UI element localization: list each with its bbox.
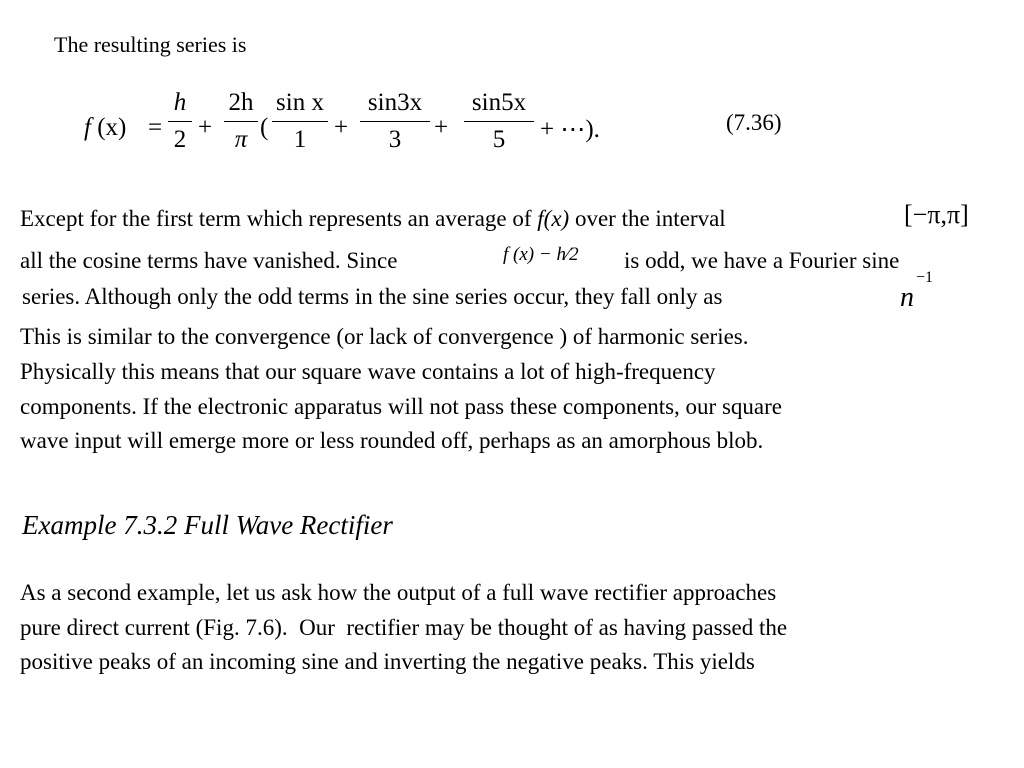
eq-term-sin3x-over-3	[360, 88, 430, 155]
n-base: n	[900, 282, 914, 313]
eq-plus: +	[334, 114, 349, 141]
eq-tail: + ⋯).	[540, 116, 600, 143]
n-exponent: −1	[916, 268, 934, 286]
eq-equals: =	[148, 114, 163, 141]
eq-plus: +	[198, 114, 213, 141]
paragraph2-line2: pure direct current (Fig. 7.6). Our rectifier may be thought of as having passed the	[20, 615, 788, 640]
frac-denominator: 5	[492, 126, 506, 153]
eq-lhs-argument: (x)	[97, 114, 127, 141]
paragraph1-line2-end: is odd, we have a Fourier sine	[624, 248, 900, 273]
frac-numerator: 2h	[228, 89, 254, 116]
eq-open-paren: (	[260, 114, 269, 141]
frac-numerator: sin5x	[471, 89, 527, 116]
frac-numerator: sin x	[276, 89, 324, 116]
eq-term-h-over-2	[168, 88, 192, 155]
n-inverse-expression	[900, 268, 934, 314]
paragraph2-line1: As a second example, let us ask how the output of a full wave rectifier approaches	[20, 580, 777, 605]
frac-numerator: sin3x	[367, 89, 423, 116]
inline-fx: f(x)	[537, 206, 570, 231]
frac-denominator: 3	[388, 126, 402, 153]
eq-plus: +	[434, 114, 449, 141]
paragraph1-line5: Physically this means that our square wave contains a lot of high-frequency	[20, 359, 716, 384]
paragraph1-line2: all the cosine terms have vanished. Since	[20, 248, 398, 273]
eq-term-2h-over-pi	[224, 88, 258, 155]
frac-denominator: 1	[293, 126, 307, 153]
frac-bar	[224, 121, 258, 122]
eq-term-sin5x-over-5	[464, 88, 534, 155]
eq-term-sinx-over-1	[272, 88, 328, 155]
frac-numerator: h	[173, 89, 187, 116]
paragraph1-line1	[20, 202, 726, 236]
paragraph1-line3: series. Although only the odd terms in the sine series occur, they fall only as	[22, 284, 723, 309]
frac-denominator: π	[234, 126, 248, 153]
equation-number: (7.36)	[726, 110, 782, 135]
paragraph1-line7: wave input will emerge more or less rounded off, perhaps as an amorphous blob.	[20, 428, 764, 453]
inline-expression-f-minus-h-half: f (x) − h⁄2	[503, 244, 579, 265]
eq-lhs	[84, 114, 126, 142]
frac-bar	[168, 121, 192, 122]
paragraph2-line3: positive peaks of an incoming sine and inverting the negative peaks. This yields	[20, 649, 755, 674]
text-span: Except for the first term which represents an average of	[20, 206, 538, 231]
frac-bar	[464, 121, 534, 122]
intro-text: The resulting series is	[54, 32, 247, 57]
frac-bar	[360, 121, 430, 122]
eq-lhs-function: f	[84, 114, 91, 141]
paragraph1-line6: components. If the electronic apparatus will not pass these components, our square	[20, 394, 782, 419]
frac-bar	[272, 121, 328, 122]
equation-7-36	[78, 88, 638, 168]
paragraph1-line4: This is similar to the convergence (or lack of convergence ) of harmonic series.	[20, 324, 749, 349]
section-heading: Example 7.3.2 Full Wave Rectifier	[22, 510, 393, 540]
interval-expression: [−π,π]	[904, 200, 969, 229]
text-span: over the interval	[569, 206, 726, 231]
frac-denominator: 2	[173, 126, 187, 153]
